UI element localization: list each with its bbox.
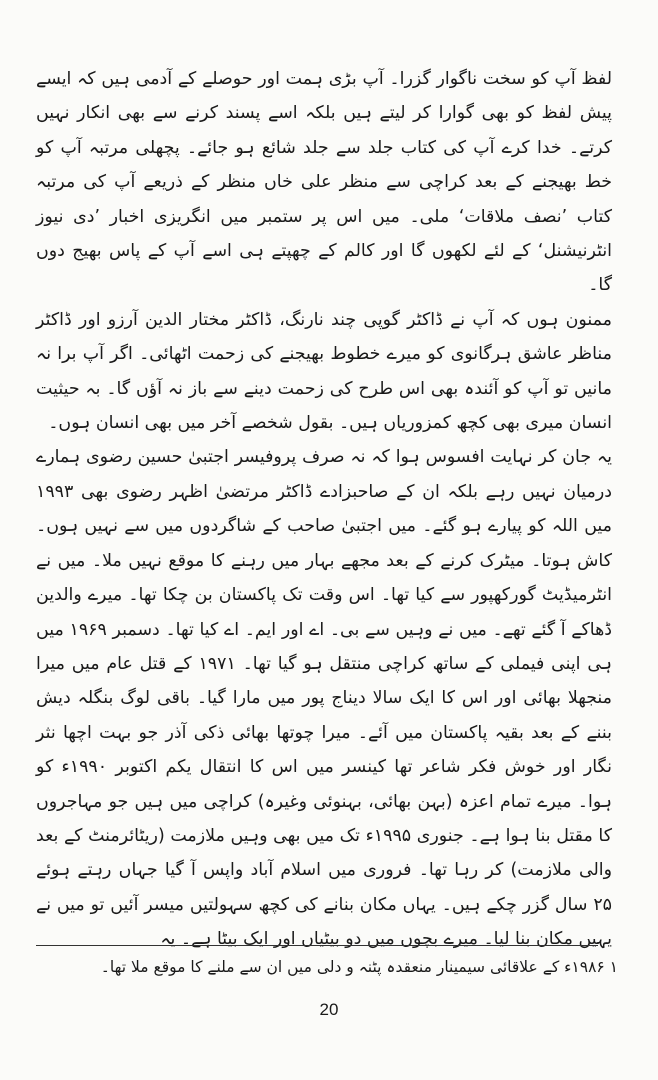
body-text — [36, 62, 612, 957]
footnote-divider — [36, 945, 598, 946]
footnote: ۱ ۱۹۸۶ء کے علاقائی سیمینار منعقدہ پٹنہ و دلی میں ان سے ملنے کا موقع ملا تھا۔ — [100, 958, 618, 976]
paragraph: یہ جان کر نہایت افسوس ہوا کہ نہ صرف پروفیسر اجتبیٰ حسین رضوی ہمارے درمیان نہیں رہے بلکہ ان کے صاحبزادے ڈاکٹر مرتضیٰ اظہر رضوی بھی ۱۹۹۳ میں اللہ کو پیارے ہو گئے۔ میں اجتبیٰ صاحب کے شاگردوں میں سے نہیں ہوں۔ کاش ہوتا۔ میٹرک کرنے کے بعد مجھے بہار میں رہنے کا موقع نہیں ملا۔ میں نے انٹرمیڈیٹ گورکھپور سے کیا تھا۔ اس وقت تک پاکستان بن چکا تھا۔ میرے والدین ڈھاکے آ گئے تھے۔ میں نے وہیں سے بی۔ اے اور ایم۔ اے کیا تھا۔ دسمبر ۱۹۶۹ میں ہی اپنی فیملی کے ساتھ کراچی منتقل ہو گیا تھا۔ ۱۹۷۱ کے قتل عام میں میرا منجھلا بھائی اور اس کا ایک سالا دیناج پور میں مارا گیا۔ باقی لوگ بنگلہ دیش بننے کے بعد بقیہ پاکستان میں آئے۔ میرا چوتھا بھائی ذکی آذر جو بہت اچھا نثر نگار اور خوش فکر شاعر تھا کینسر میں اس کا انتقال یکم اکتوبر ۱۹۹۰ء کو ہوا۔ میرے تمام اعزہ (بہن بھائی، بہنوئی وغیرہ) کراچی میں ہیں جو مہاجروں کا مقتل بنا ہوا ہے۔ جنوری ۱۹۹۵ء تک میں بھی وہیں ملازمت (ریٹائرمنٹ کے بعد والی ملازمت) کر رہا تھا۔ فروری میں اسلام آباد واپس آ گیا جہاں رہتے ہوئے ۲۵ سال گزر چکے ہیں۔ یہاں مکان بنانے کی کچھ سہولتیں میسر آئیں تو میں نے یہیں مکان بنا لیا۔ میرے بچوں میں دو بیٹیاں اور ایک بیٹا ہے۔ یہ — [36, 447, 612, 950]
paragraph: لفظ آپ کو سخت ناگوار گزرا۔ آپ بڑی ہمت اور حوصلے کے آدمی ہیں کہ ایسے پیش لفظ کو بھی گوارا کر لیتے ہیں بلکہ اسے پسند کرنے سے بھی انکار نہیں کرتے۔ خدا کرے آپ کی کتاب جلد سے جلد شائع ہو جائے۔ پچھلی مرتبہ آپ کو خط بھیجنے کے بعد کراچی سے منظر علی خاں منظر کے ذریعے آپ کی مرتبہ کتاب ’نصف ملاقات‘ ملی۔ میں اس پر ستمبر میں انگریزی اخبار ’دی نیوز انٹرنیشنل‘ کے لئے لکھوں گا اور کالم کے چھپتے ہی اسے آپ کے پاس بھیج دوں گا۔ — [36, 69, 612, 296]
paragraph: ممنون ہوں کہ آپ نے ڈاکٹر گوپی چند نارنگ، ڈاکٹر مختار الدین آرزو اور ڈاکٹر مناظر عاشق ہرگانوی کو میرے خطوط بھیجنے کی زحمت اٹھائی۔ اگر آپ برا نہ مانیں تو آپ کو آئندہ بھی اس طرح کی زحمت دینے سے باز نہ آؤں گا۔ بہ حیثیت انسان میری بھی کچھ کمزوریاں ہیں۔ بقول شخصے آخر میں بھی انسان ہوں۔ — [36, 309, 612, 434]
page-number: 20 — [319, 1000, 339, 1019]
